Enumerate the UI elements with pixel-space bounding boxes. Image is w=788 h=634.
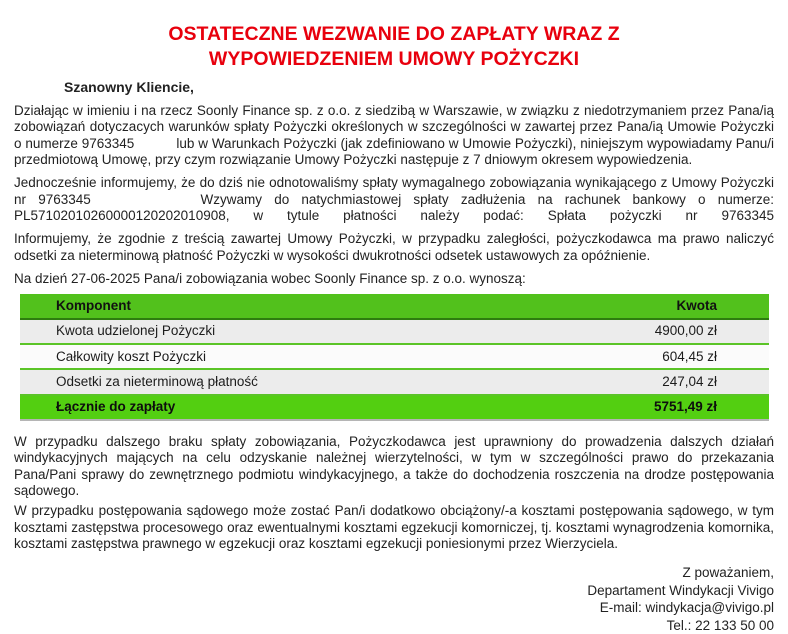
component-amount: 604,45 zł (662, 348, 717, 364)
paragraph-court-costs: W przypadku postępowania sądowego może zostać Pan/i dodatkowo obciążony/-a kosztami postępowania sądowego, w tym kosztami zastępstwa procesowego oraz ewentualnymi kosztami egzekucji komorniczej, tj. kosztami wynagrodzenia komornika, kosztami zastępstwa prawnego w egzekucji oraz kosztami egzekucji poniesionymi przez Wierzyciela. (14, 503, 774, 551)
table-row-loan-amount (20, 319, 769, 344)
table-row-total-cost (20, 344, 769, 369)
paragraph-collection-warning: W przypadku dalszego braku spłaty zobowiązania, Pożyczkodawca jest uprawniony do prowadzenia dalszych działań windykacyjnych mających na celu odzyskanie należnej wierzytelności, w tym w szczególności prawo do przekazania Pana/Pani sprawy do zewnętrznego podmiotu windykacyjnego, a także do dochodzenia roszczenia na drodze postępowania sądowego. (14, 433, 774, 498)
amounts-table (20, 294, 769, 421)
column-header-amount: Kwota (676, 297, 717, 313)
paragraph-interest-notice: Informujemy, że zgodnie z treścią zawartej Umowy Pożyczki, w przypadku zaległości, pożyczkodawca ma prawo naliczyć odsetki za nieterminową płatność Pożyczki w wysokości dwukrotności odsetek ustawowych za opóźnienie. (14, 231, 774, 263)
signature-closing: Z poważaniem, (682, 565, 774, 581)
table-header-row (20, 294, 769, 318)
component-label: Kwota udzielonej Pożyczki (56, 323, 216, 339)
column-header-component: Komponent (56, 297, 131, 313)
title-line-2: WYPOWIEDZENIEM UMOWY POŻYCZKI (208, 47, 580, 70)
paragraph-termination-notice: Działając w imieniu i na rzecz Soonly Finance sp. z o.o. z siedzibą w Warszawie, w związku z niedotrzymaniem przez Pana/ią zobowiązań dotyczacych warunków spłaty Pożyczki określonych w szczególności w zawartej przez Pana/ią Umowie Pożyczki o numerze 9763345 lub w Warunkach Pożyczki (jak zdefiniowano w Umowie Pożyczki), niniejszym wypowiadamy Panu/i przedmiotową Umowę, przy czym rozwiązanie Umowy Pożyczki następuje z 7 dniowym okresem wypowiedzenia. (14, 103, 774, 168)
total-amount: 5751,49 zł (653, 399, 717, 415)
component-amount: 4900,00 zł (654, 323, 717, 339)
table-row-late-interest (20, 369, 769, 394)
signature-block (14, 564, 774, 634)
total-label: Łącznie do zapłaty (56, 399, 176, 415)
paragraph-payment-demand: Jednocześnie informujemy, że do dziś nie odnotowaliśmy spłaty wymagalnego zobowiązania wynikającego z Umowy Pożyczki nr 9763345 Wzywamy do natychmiastowej spłaty zadłużenia na rachunek bankowy o numerze: PL57102010260000120202010908, w tytule płatności należy podać: Spłata pożyczki nr 9763345 (14, 175, 774, 224)
salutation: Szanowny Kliencie, (64, 79, 194, 96)
signature-department: Departament Windykacji Vivigo (587, 582, 774, 598)
table-total-row (20, 395, 769, 420)
balance-intro-line: Na dzień 27-06-2025 Pana/i zobowiązania wobec Soonly Finance sp. z o.o. wynoszą: (14, 271, 526, 287)
signature-phone: Tel.: 22 133 50 00 (666, 617, 774, 633)
component-amount: 247,04 zł (662, 373, 717, 389)
letter-title (14, 22, 774, 71)
signature-email: E-mail: windykacja@vivigo.pl (599, 600, 774, 616)
title-line-1: OSTATECZNE WEZWANIE DO ZAPŁATY WRAZ Z (168, 23, 620, 45)
component-label: Całkowity koszt Pożyczki (56, 348, 207, 364)
component-label: Odsetki za nieterminową płatność (56, 373, 258, 389)
